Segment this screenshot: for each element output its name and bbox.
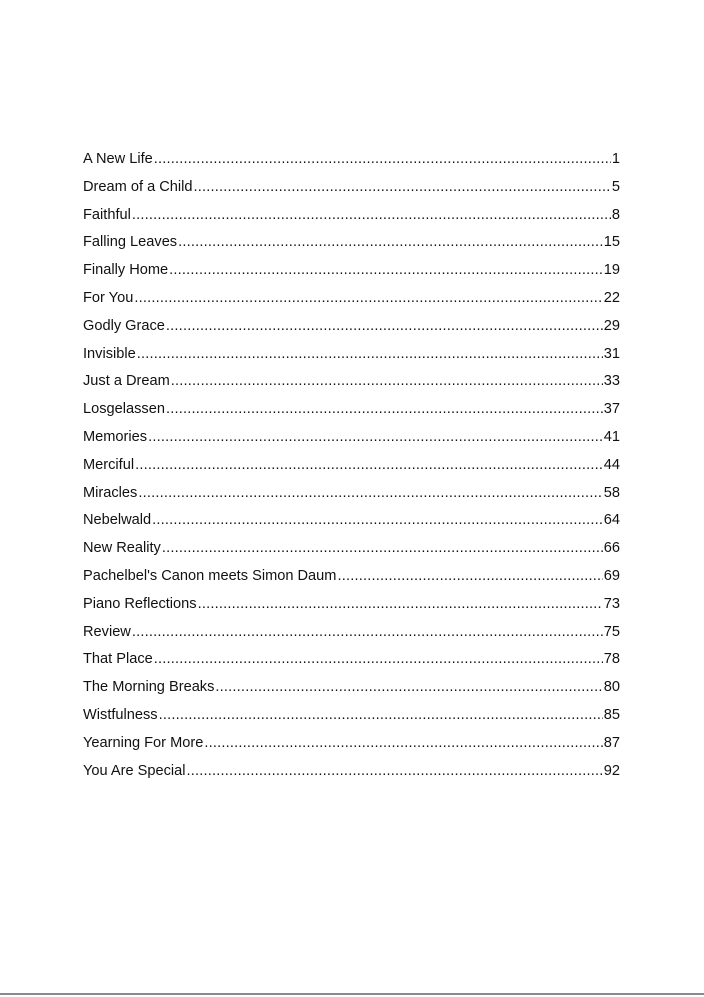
toc-entry-page-number: 15 — [603, 234, 620, 251]
toc-entry-title: Nebelwald — [83, 512, 152, 529]
toc-entry[interactable] — [83, 758, 620, 786]
toc-entry-title: Dream of a Child — [83, 178, 193, 195]
toc-entry-page-number: 29 — [603, 317, 620, 334]
toc-dot-leader — [194, 174, 611, 202]
toc-entry-title: Godly Grace — [83, 317, 165, 334]
toc-entry-title: For You — [83, 289, 134, 306]
toc-entry-title: Finally Home — [83, 262, 169, 279]
toc-dot-leader — [215, 674, 602, 702]
toc-entry-page-number: 19 — [603, 262, 620, 279]
toc-entry-title: A New Life — [83, 151, 153, 167]
toc-entry-title: Just a Dream — [83, 373, 170, 390]
toc-entry[interactable] — [83, 146, 620, 174]
toc-entry-page-number: 37 — [603, 401, 620, 418]
toc-dot-leader — [154, 646, 603, 674]
toc-dot-leader — [132, 202, 611, 230]
toc-entry[interactable] — [83, 563, 620, 591]
toc-dot-leader — [171, 368, 603, 396]
toc-entry[interactable] — [83, 257, 620, 285]
toc-dot-leader — [154, 146, 611, 174]
toc-entry[interactable] — [83, 424, 620, 452]
toc-dot-leader — [132, 619, 603, 647]
toc-entry-page-number: 69 — [603, 567, 620, 584]
toc-dot-leader — [204, 730, 602, 758]
toc-entry[interactable] — [83, 313, 620, 341]
toc-entry-title: Pachelbel's Canon meets Simon Daum — [83, 567, 337, 584]
toc-entry-title: Losgelassen — [83, 401, 165, 418]
toc-entry-page-number: 85 — [603, 706, 620, 723]
toc-dot-leader — [148, 424, 603, 452]
toc-entry-title: Falling Leaves — [83, 234, 178, 251]
toc-dot-leader — [198, 591, 603, 619]
toc-entry-page-number: 87 — [603, 734, 620, 751]
toc-entry-page-number: 31 — [603, 345, 620, 362]
toc-entry-title: Piano Reflections — [83, 595, 197, 612]
toc-entry[interactable] — [83, 702, 620, 730]
toc-entry[interactable] — [83, 535, 620, 563]
toc-entry[interactable] — [83, 507, 620, 535]
toc-entry-title: New Reality — [83, 540, 161, 557]
toc-entry-title: Faithful — [83, 206, 131, 223]
toc-entry[interactable] — [83, 229, 620, 257]
toc-entry-page-number: 1 — [611, 151, 620, 167]
toc-entry-page-number: 44 — [603, 456, 620, 473]
toc-dot-leader — [337, 563, 602, 591]
toc-entry-title: Memories — [83, 428, 148, 445]
toc-entry-page-number: 64 — [603, 512, 620, 529]
toc-entry-page-number: 5 — [611, 178, 620, 195]
toc-entry[interactable] — [83, 341, 620, 369]
toc-entry-title: Review — [83, 623, 131, 640]
toc-entry-page-number: 33 — [603, 373, 620, 390]
toc-dot-leader — [169, 257, 603, 285]
toc-dot-leader — [187, 758, 603, 786]
toc-entry[interactable] — [83, 368, 620, 396]
toc-entry[interactable] — [83, 674, 620, 702]
toc-entry-title: You Are Special — [83, 762, 186, 779]
toc-entry[interactable] — [83, 591, 620, 619]
toc-entry-title: That Place — [83, 651, 153, 668]
toc-dot-leader — [178, 229, 603, 257]
toc-dot-leader — [152, 507, 603, 535]
toc-entry-page-number: 80 — [603, 679, 620, 696]
toc-entry-title: Invisible — [83, 345, 136, 362]
toc-entry-page-number: 66 — [603, 540, 620, 557]
toc-entry-page-number: 58 — [603, 484, 620, 501]
toc-entry-title: Merciful — [83, 456, 135, 473]
toc-dot-leader — [134, 285, 602, 313]
table-of-contents — [83, 146, 620, 785]
toc-entry-title: The Morning Breaks — [83, 679, 215, 696]
toc-entry[interactable] — [83, 730, 620, 758]
toc-entry[interactable] — [83, 202, 620, 230]
toc-entry-title: Miracles — [83, 484, 138, 501]
toc-entry[interactable] — [83, 480, 620, 508]
toc-entry-page-number: 78 — [603, 651, 620, 668]
toc-dot-leader — [159, 702, 603, 730]
toc-entry-title: Wistfulness — [83, 706, 158, 723]
toc-entry[interactable] — [83, 619, 620, 647]
toc-entry[interactable] — [83, 396, 620, 424]
toc-entry[interactable] — [83, 174, 620, 202]
toc-dot-leader — [162, 535, 603, 563]
toc-entry[interactable] — [83, 285, 620, 313]
toc-entry-page-number: 75 — [603, 623, 620, 640]
toc-entry-page-number: 22 — [603, 289, 620, 306]
toc-dot-leader — [166, 396, 603, 424]
toc-entry[interactable] — [83, 452, 620, 480]
toc-dot-leader — [166, 313, 603, 341]
toc-entry-title: Yearning For More — [83, 734, 204, 751]
toc-dot-leader — [137, 341, 603, 369]
toc-entry-page-number: 73 — [603, 595, 620, 612]
toc-entry-page-number: 41 — [603, 428, 620, 445]
toc-dot-leader — [135, 452, 603, 480]
toc-dot-leader — [138, 480, 602, 508]
toc-entry-page-number: 8 — [611, 206, 620, 223]
toc-entry[interactable] — [83, 646, 620, 674]
toc-entry-page-number: 92 — [603, 762, 620, 779]
